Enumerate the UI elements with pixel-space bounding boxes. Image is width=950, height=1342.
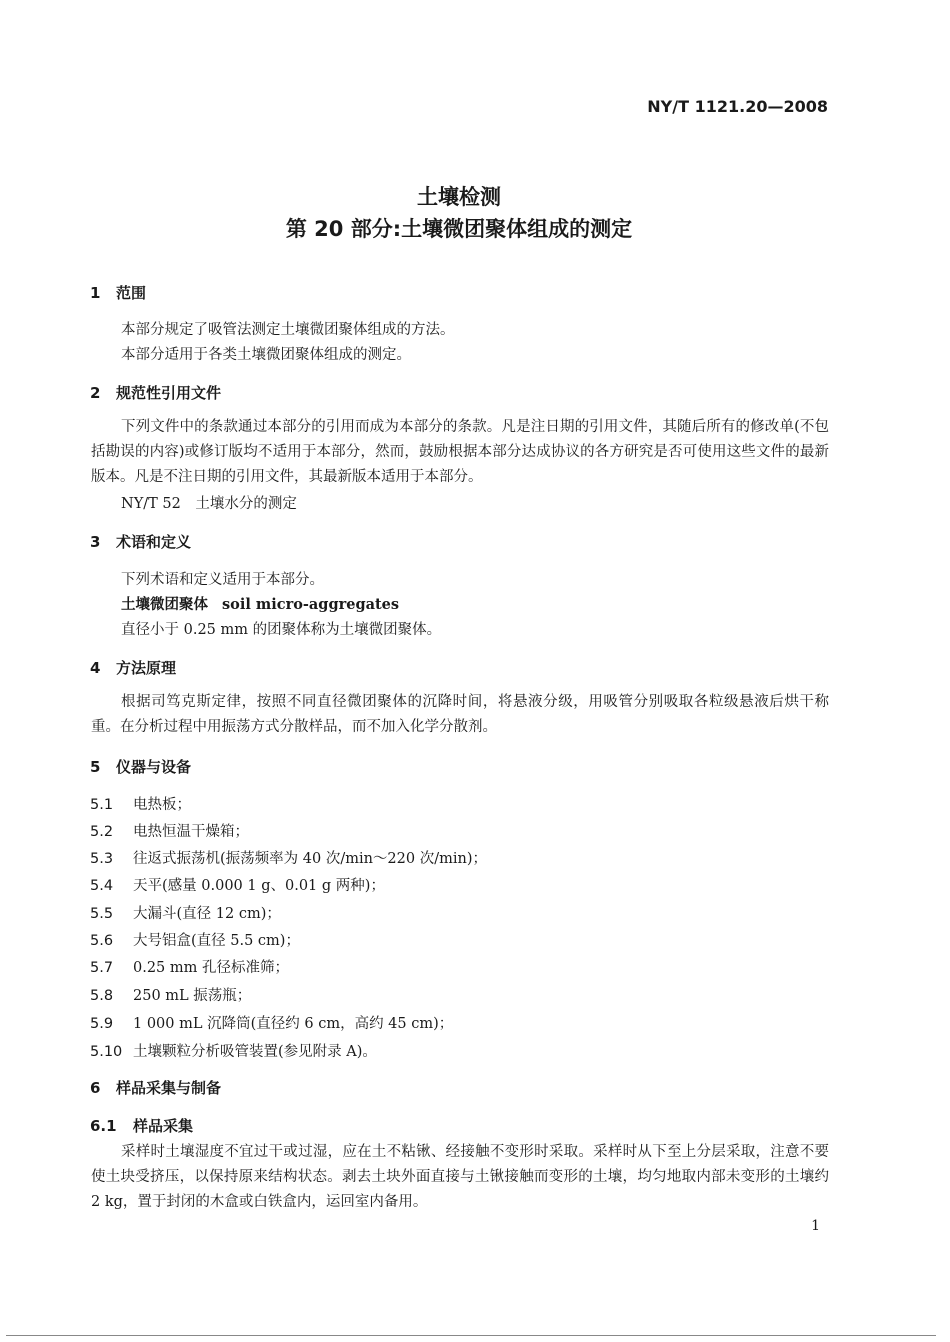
item-number: 5.1 bbox=[90, 797, 114, 813]
sample-collection-paragraph: 采样时土壤湿度不宜过干或过湿，应在土不粘锹、经接触不变形时采取。采样时从下至上分层采取，注意不要使土块受挤压，以保持原来结构状态。剥去土块外面直接与土锹接触而变形的土壤，均匀地取内部未变形的土壤约 2 kg，置于封闭的木盒或白铁盒内，运回室内备用。 bbox=[91, 1144, 829, 1210]
item-number: 5.2 bbox=[90, 824, 114, 840]
section-number: 1 bbox=[90, 284, 101, 302]
document-subtitle: 第 20 部分:土壤微团聚体组成的测定 bbox=[285, 217, 633, 241]
references-paragraph: 下列文件中的条款通过本部分的引用而成为本部分的条款。凡是注日期的引用文件，其随后所有的修改单(不包括勘误的内容)或修订版均不适用于本部分，然而，鼓励根据本部分达成协议的各方研究是否可使用这些文件的最新版本。凡是不注日期的引用文件，其最新版本适用于本部分。 bbox=[91, 419, 829, 485]
section-heading-apparatus bbox=[90, 756, 191, 777]
scope-line-1: 本部分规定了吸管法测定土壤微团聚体组成的方法。 bbox=[121, 322, 455, 338]
item-number: 5.8 bbox=[90, 988, 114, 1004]
apparatus-item bbox=[90, 820, 249, 841]
apparatus-item bbox=[90, 793, 191, 814]
item-text: 大漏斗(直径 12 cm)； bbox=[133, 906, 281, 922]
item-text: 电热板； bbox=[133, 797, 191, 813]
item-number: 5.4 bbox=[90, 878, 114, 894]
apparatus-item bbox=[90, 1040, 377, 1061]
apparatus-item bbox=[90, 1012, 453, 1033]
item-number: 5.5 bbox=[90, 906, 114, 922]
section-heading-sampling bbox=[90, 1077, 221, 1098]
page-number: 1 bbox=[811, 1218, 820, 1234]
term-entry bbox=[121, 593, 399, 614]
apparatus-item bbox=[90, 847, 487, 868]
term-definition: 直径小于 0.25 mm 的团聚体称为土壤微团聚体。 bbox=[121, 622, 442, 638]
item-text: 1 000 mL 沉降筒(直径约 6 cm，高约 45 cm)； bbox=[133, 1016, 454, 1032]
standard-code: NY/T 1121.20—2008 bbox=[647, 97, 828, 116]
item-text: 250 mL 振荡瓶； bbox=[133, 988, 252, 1004]
section-title: 方法原理 bbox=[116, 659, 177, 677]
item-number: 5.6 bbox=[90, 933, 114, 949]
section-number: 5 bbox=[90, 758, 101, 776]
item-number: 5.3 bbox=[90, 851, 114, 867]
section-heading-principle bbox=[90, 657, 176, 678]
terms-intro: 下列术语和定义适用于本部分。 bbox=[121, 572, 324, 588]
apparatus-item bbox=[90, 902, 281, 923]
section-number: 2 bbox=[90, 384, 101, 402]
item-number: 5.9 bbox=[90, 1016, 114, 1032]
apparatus-item bbox=[90, 984, 251, 1005]
item-number: 5.7 bbox=[90, 960, 114, 976]
section-number: 3 bbox=[90, 533, 101, 551]
apparatus-item bbox=[90, 874, 385, 895]
item-text: 0.25 mm 孔径标准筛； bbox=[133, 960, 290, 976]
apparatus-item bbox=[90, 956, 289, 977]
scope-line-2: 本部分适用于各类土壤微团聚体组成的测定。 bbox=[121, 347, 411, 363]
section-title: 样品采集与制备 bbox=[116, 1079, 222, 1097]
term-english: soil micro-aggregates bbox=[222, 596, 400, 613]
section-title: 规范性引用文件 bbox=[116, 384, 222, 402]
subsection-heading-sample-collection bbox=[90, 1115, 193, 1136]
section-heading-terms bbox=[90, 531, 191, 552]
section-number: 6 bbox=[90, 1079, 101, 1097]
item-text: 电热恒温干燥箱； bbox=[133, 824, 249, 840]
bottom-divider bbox=[6, 1335, 936, 1336]
section-title: 范围 bbox=[116, 284, 147, 302]
document-title: 土壤检测 bbox=[417, 185, 501, 209]
section-heading-normative-references bbox=[90, 382, 221, 403]
section-heading-scope bbox=[90, 282, 146, 303]
item-text: 大号铝盒(直径 5.5 cm)； bbox=[133, 933, 300, 949]
item-text: 往返式振荡机(振荡频率为 40 次/min～220 次/min)； bbox=[133, 851, 487, 867]
item-number: 5.10 bbox=[90, 1044, 123, 1060]
item-text: 土壤颗粒分析吸管装置(参见附录 A)。 bbox=[133, 1044, 377, 1060]
term-chinese: 土壤微团聚体 bbox=[121, 597, 208, 613]
item-text: 天平(感量 0.000 1 g、0.01 g 两种)； bbox=[133, 878, 385, 894]
section-title: 仪器与设备 bbox=[116, 758, 192, 776]
section-title: 术语和定义 bbox=[116, 533, 192, 551]
subsection-title: 样品采集 bbox=[133, 1117, 194, 1135]
subsection-number: 6.1 bbox=[90, 1117, 117, 1135]
section-number: 4 bbox=[90, 659, 101, 677]
apparatus-item bbox=[90, 929, 300, 950]
principle-paragraph: 根据司笃克斯定律，按照不同直径微团聚体的沉降时间，将悬液分级，用吸管分别吸取各粒级悬液后烘干称重。在分析过程中用振荡方式分散样品，而不加入化学分散剂。 bbox=[91, 694, 829, 735]
reference-item: NY/T 52 土壤水分的测定 bbox=[121, 496, 297, 512]
